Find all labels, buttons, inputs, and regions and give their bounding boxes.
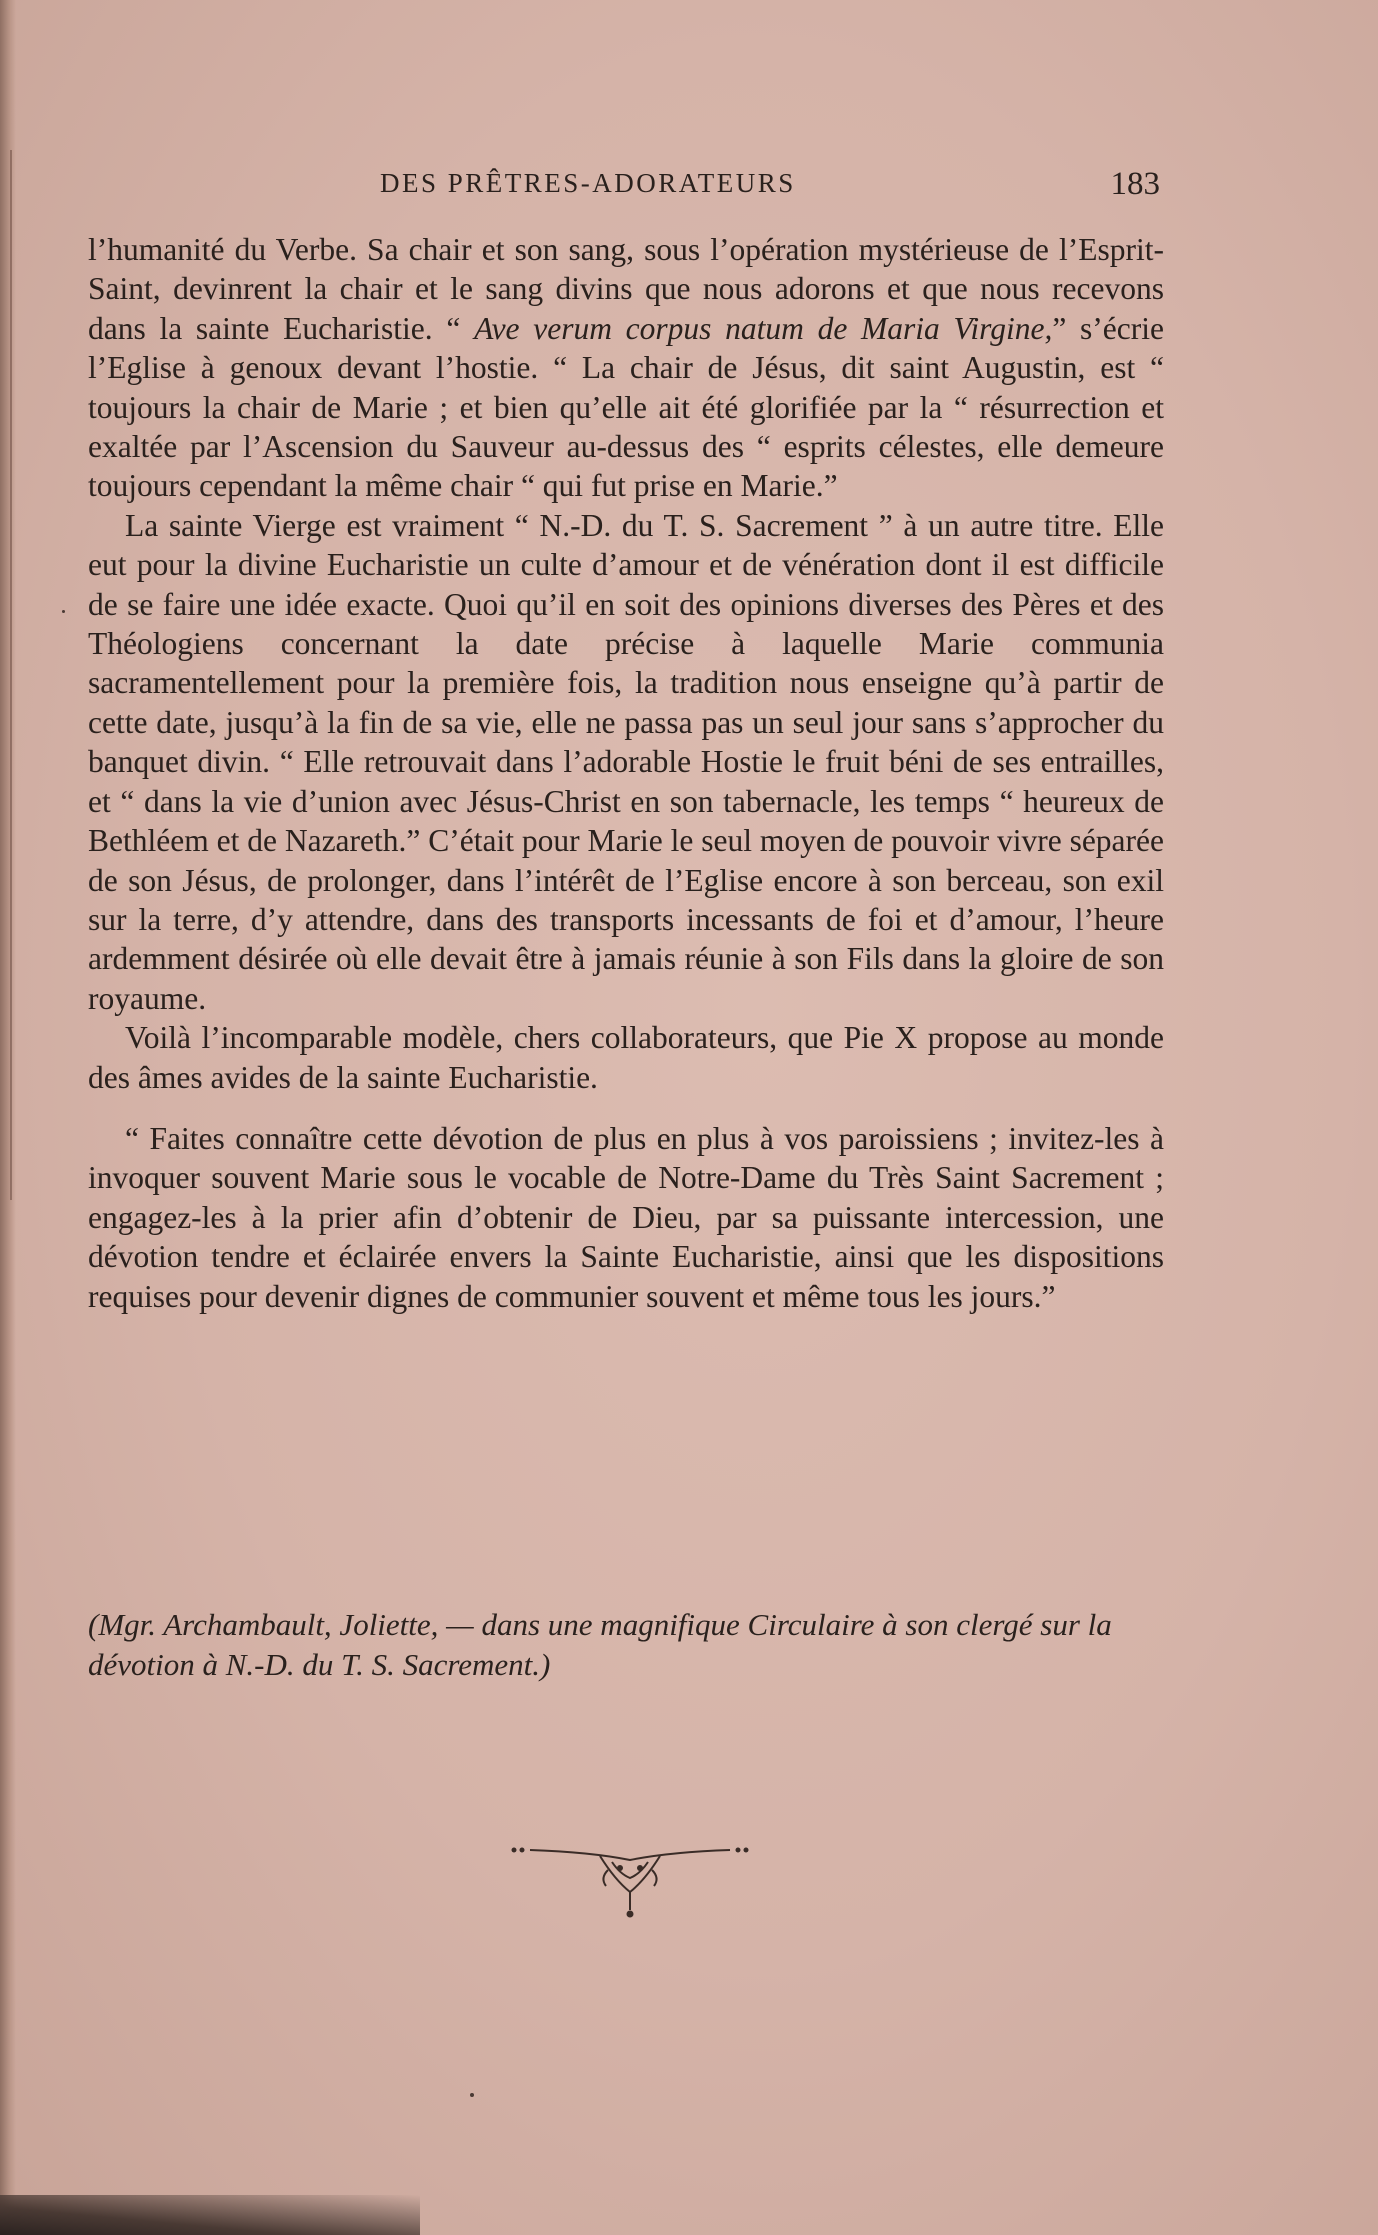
paragraph-1-intro: l’humanité du Verbe. Sa chair et son sang, sous l’opération mystérieuse de l’Esprit-Saint, devinrent la chair et le sang divins que nous adorons et que nous recevons dans la sainte Eucharistie. “	[88, 232, 1164, 346]
paragraph-1-rest: ” s’écrie l’Eglise à genoux devant l’hostie. “ La chair de Jésus, dit saint Augustin, est “ toujours la chair de Marie ; et bien qu’elle ait été glorifiée par la “ résurrection et exaltée par l’Ascension du Sauveur au-dessus des “ esprits célestes, elle demeure toujours cependant la même chair “ qui fut prise en Marie.”	[88, 310, 1164, 504]
paragraph-3: Voilà l’incomparable modèle, chers collaborateurs, que Pie X propose au monde des âmes avides de la sainte Eucharistie.	[88, 1020, 1164, 1095]
page-edge-shadow	[0, 2195, 420, 2235]
paragraph-2: La sainte Vierge est vraiment “ N.-D. du T. S. Sacrement ” à un autre titre. Elle eut pour la divine Eucharistie un culte d’amour et de vénération dont il est difficile de se faire une idée exacte. Quoi qu’il en soit des opinions diverses des Pères et des Théologiens concernant la date précise à laquelle Marie communia sacramentellement pour la première fois, la tradition nous enseigne qu’à partir de cette date, jusqu’à la fin de sa vie, elle ne passa pas un seul jour sans s’approcher du banquet divin. “ Elle retrouvait dans l’adorable Hostie le fruit béni de ses entrailles, et “ dans la vie d’union avec Jésus-Christ en son tabernacle, les temps “ heureux de Bethléem et de Nazareth.” C’était pour Marie le seul moyen de pouvoir vivre séparée de son Jésus, de prolonger, dans l’intérêt de l’Eglise encore à son berceau, son exil sur la terre, d’y attendre, dans des transports incessants de foi et d’amour, l’heure ardemment désirée où elle devait être à jamais réunie à son Fils dans la gloire de son royaume.	[88, 507, 1164, 1016]
tailpiece-ornament-icon	[500, 1830, 760, 1920]
book-spine	[0, 0, 16, 2235]
paragraph-1	[88, 230, 1164, 506]
running-head: DES PRÊTRES-ADORATEURS	[380, 168, 796, 198]
paper-speck	[62, 610, 65, 613]
page-number: 183	[1110, 166, 1160, 202]
paragraph-4-quotation: “ Faites connaître cette dévotion de plus en plus à vos paroissiens ; invitez-les à invoquer souvent Marie sous le vocable de Notre-Dame du Très Saint Sacrement ; engagez-les à la prier afin d’obtenir de Dieu, par sa puissante intercession, une dévotion tendre et éclairée envers la Sainte Eucharistie, ainsi que les dispositions requises pour devenir dignes de communier souvent et même tous les jours.”	[88, 1120, 1164, 1314]
latin-quote: Ave verum corpus natum de Maria Virgine,	[474, 310, 1053, 346]
citation: (Mgr. Archambault, Joliette, — dans une magnifique Circulaire à son clergé sur la dévotion à N.-D. du T. S. Sacrement.)	[88, 1607, 1112, 1682]
spine-gutter-line	[10, 150, 12, 1200]
body-text	[88, 230, 1164, 1316]
paper-speck	[470, 2093, 474, 2097]
page-header	[380, 168, 1160, 208]
